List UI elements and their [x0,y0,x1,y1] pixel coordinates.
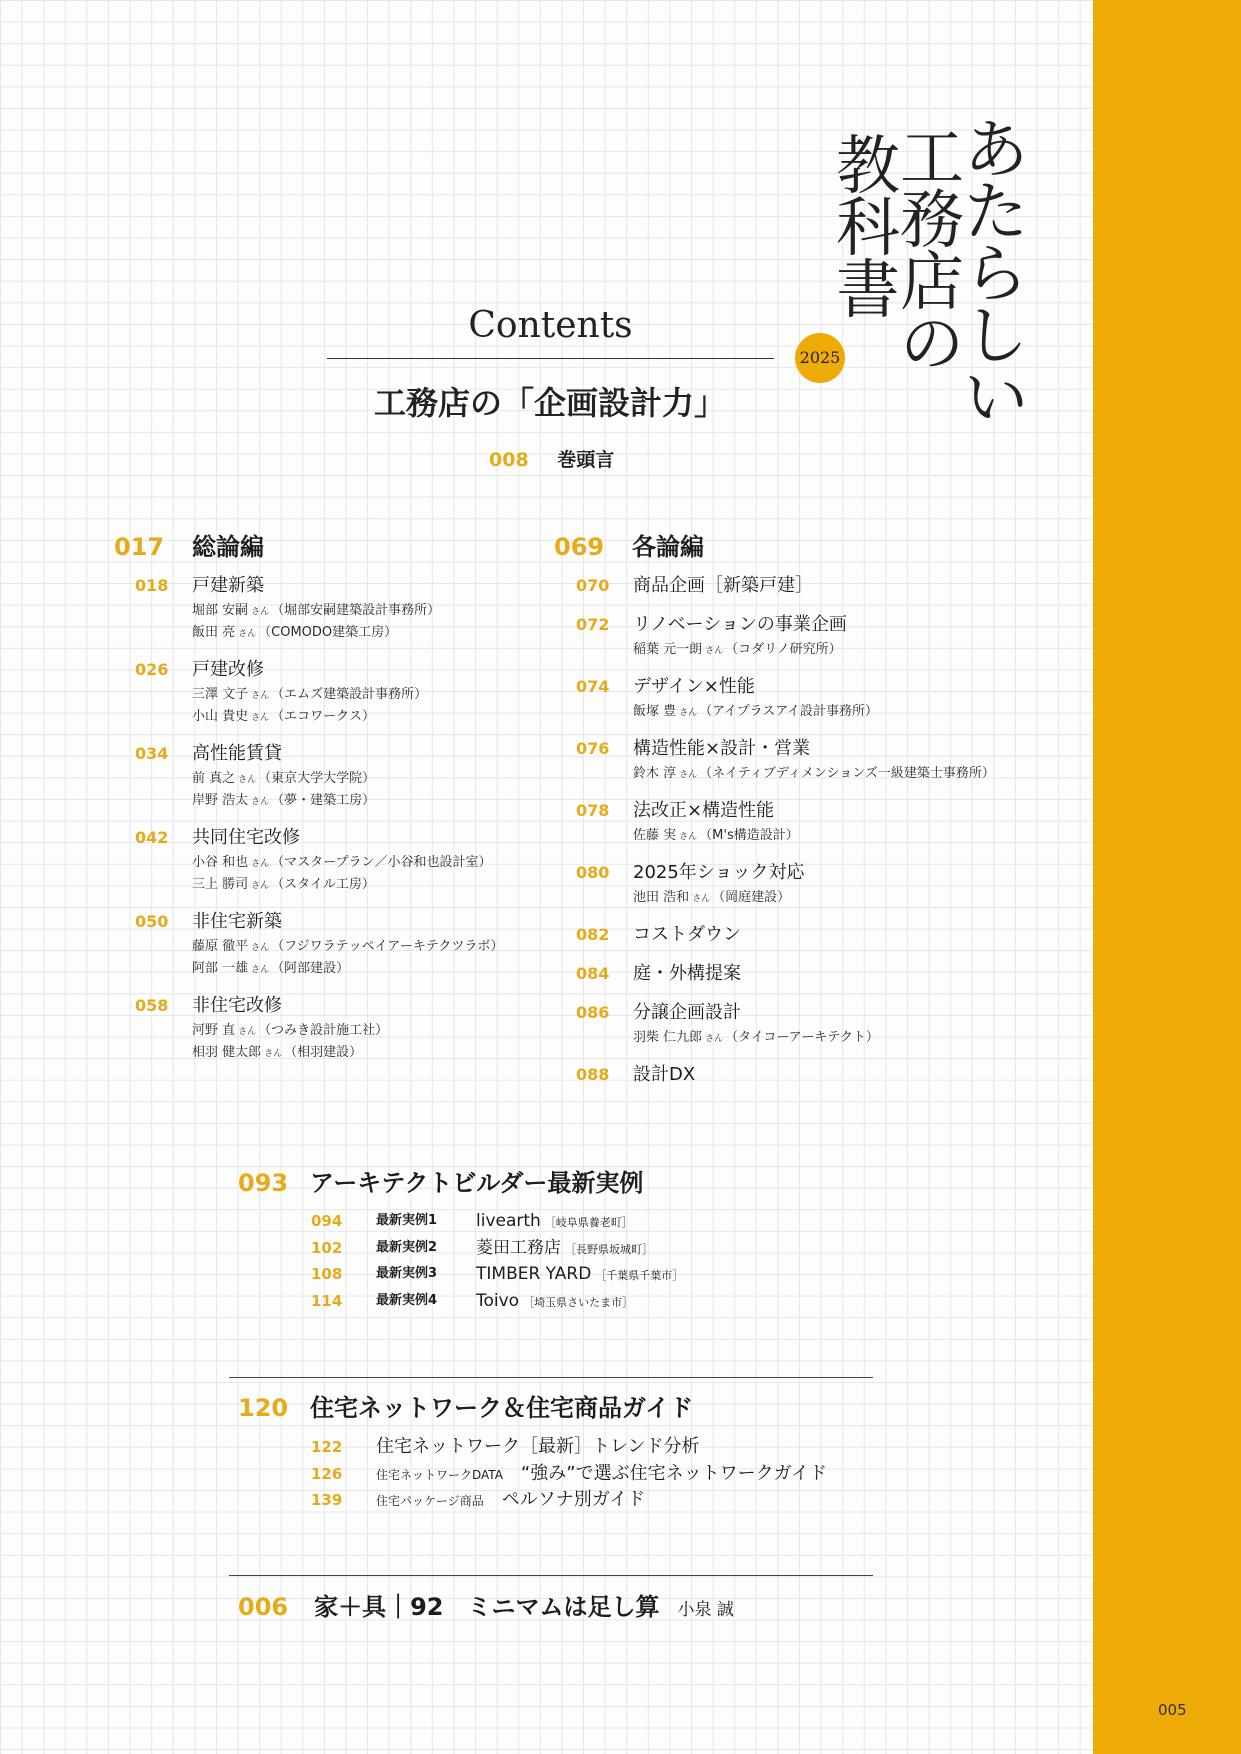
general-entry-person [192,876,375,895]
theme-title: 工務店の「企画設計力」 [373,384,726,422]
specific-entry-person [633,641,842,660]
general-entry-person [192,1022,388,1041]
person-org: （岡庭建設） [712,890,791,905]
general-entry-person [192,792,375,811]
person-org: （相羽建設） [284,1045,363,1060]
person-honorific: さん [705,1034,724,1044]
specific-entry-person [633,827,799,846]
person-name: 三澤 文子 [192,687,249,702]
case-location: ［千葉県千葉市］ [595,1269,684,1282]
network-page: 139 [311,1491,343,1509]
network-text [376,1435,700,1459]
contents-title: Contents [468,305,633,346]
person-org: （M's構造設計） [699,828,799,843]
general-entry-title: 共同住宅改修 [192,827,300,848]
person-name: 飯田 亮 [192,625,236,640]
person-name: 堀部 安嗣 [192,603,249,618]
general-entry-person [192,686,427,705]
network-title: “強み”で選ぶ住宅ネットワークガイド [520,1462,828,1484]
person-honorific: さん [251,881,270,891]
person-honorific: さん [705,646,724,656]
network-page: 122 [311,1438,343,1456]
network-title: ペルソナ別ガイド [501,1489,646,1510]
section-specific-page: 069 [554,533,605,561]
section-architect-title: アーキテクトビルダー最新実例 [310,1169,644,1197]
masthead-column-2: 工務店の [900,122,964,382]
person-name: 稲葉 元一朗 [633,642,703,657]
specific-entry-page: 074 [576,677,610,696]
person-org: （エムズ建築設計事務所） [271,687,428,702]
general-entry-person [192,624,397,643]
general-entry-person [192,960,349,979]
general-entry-person [192,708,375,727]
case-label: 最新実例2 [376,1239,438,1255]
general-entry-page: 026 [135,660,169,679]
network-text [376,1488,645,1513]
case-name: 菱田工務店 ［長野県坂城町］ [476,1237,653,1258]
person-org: （阿部建設） [271,961,350,976]
person-name: 池田 浩和 [633,890,690,905]
case-label: 最新実例1 [376,1213,438,1228]
person-honorific: さん [238,1027,257,1037]
specific-entry-title: 分譲企画設計 [633,1002,741,1023]
person-org: （夢・建築工房） [271,793,376,808]
general-entry-title: 高性能賃貸 [192,743,282,764]
case-page: 094 [311,1212,343,1230]
case-label: 最新実例4 [376,1292,438,1308]
specific-entry-person [633,1029,879,1048]
person-org: （コダリノ研究所） [725,642,842,657]
person-honorific: さん [238,775,257,785]
network-category: 住宅ネットワークDATA [376,1467,503,1482]
specific-entry-title: 法改正×構造性能 [633,800,775,821]
network-top-rule [229,1377,873,1378]
specific-entry-title: 商品企画［新築戸建］ [633,575,813,596]
section-general-page: 017 [114,533,165,561]
preface-page: 008 [489,449,529,471]
general-entry-page: 058 [135,996,169,1015]
specific-entry-person [633,765,995,784]
specific-entry-title: デザイン×性能 [633,676,755,697]
general-entry-person [192,938,503,957]
person-honorific: さん [264,1049,283,1059]
case-location: ［埼玉県さいたま市］ [523,1295,634,1309]
series-title: 家＋具｜92 ミニマムは足し算 [314,1593,660,1621]
general-entry-title: 非住宅新築 [192,911,282,932]
section-general-title: 総論編 [192,533,264,561]
person-name: 前 真之 [192,771,236,786]
general-entry-person [192,602,440,621]
person-honorific: さん [251,797,270,807]
person-name: 藤原 徹平 [192,939,249,954]
preface-entry[interactable] [489,445,614,472]
specific-entry-page: 072 [576,615,610,634]
section-network-title: 住宅ネットワーク＆住宅商品ガイド [310,1394,694,1422]
person-honorific: さん [679,832,698,842]
specific-entry-title: 2025年ショック対応 [633,862,805,883]
masthead-column-1: あたらしい [964,114,1028,436]
specific-entry-title: 構造性能×設計・営業 [633,738,811,759]
series-entry[interactable] [238,1587,734,1622]
year-badge: 2025 [795,333,845,383]
general-entry-page: 042 [135,828,169,847]
page-number: 005 [1158,1701,1187,1719]
person-org: （東京大学大学院） [258,771,376,786]
person-honorific: さん [251,943,270,953]
person-honorific: さん [238,629,257,639]
general-entry-person [192,770,375,789]
person-name: 岸野 浩太 [192,793,249,808]
general-entry-title: 非住宅改修 [192,995,282,1016]
preface-title: 巻頭言 [557,449,615,471]
series-author: 小泉 誠 [677,1600,734,1620]
specific-entry-title: リノベーションの事業企画 [633,614,847,635]
general-entry-page: 034 [135,744,169,763]
series-page: 006 [238,1593,289,1621]
person-honorific: さん [251,965,270,975]
case-page: 114 [311,1291,343,1310]
specific-entry-page: 082 [576,925,610,944]
specific-entry-page: 080 [576,863,610,882]
person-org: （フジワラテッペイアーキテクツラボ） [271,939,504,954]
general-entry-title: 戸建新築 [192,575,264,596]
general-entry-person [192,1044,362,1063]
case-name: Toivo ［埼玉県さいたま市］ [476,1290,634,1311]
person-name: 三上 勝司 [192,877,249,892]
person-name: 佐藤 実 [633,828,677,843]
person-honorific: さん [692,894,711,904]
person-honorific: さん [679,708,698,718]
person-org: （つみき設計施工社） [258,1023,389,1038]
specific-entry-person [633,889,790,908]
case-page: 102 [311,1238,343,1257]
network-text [376,1462,827,1487]
person-name: 羽柴 仁九郎 [633,1030,703,1045]
person-honorific: さん [251,607,270,617]
specific-entry-person [633,703,878,722]
masthead-column-3: 教科書 [836,130,900,328]
specific-entry-page: 088 [576,1065,610,1084]
person-name: 河野 直 [192,1023,236,1038]
person-org: （アイプラスアイ設計事務所） [699,704,879,719]
person-honorific: さん [251,713,270,723]
person-name: 小山 貴史 [192,709,249,724]
section-network-page: 120 [238,1394,289,1422]
person-name: 小谷 和也 [192,855,249,870]
network-category: 住宅パッケージ商品 [376,1494,484,1508]
case-name: TIMBER YARD ［千葉県千葉市］ [476,1264,684,1284]
network-page: 126 [311,1464,343,1483]
side-color-band [1093,0,1241,1754]
person-org: （エコワークス） [271,709,376,724]
case-label: 最新実例3 [376,1266,438,1281]
section-architect[interactable] [238,1163,643,1198]
general-entry-page: 050 [135,912,169,931]
specific-entry-title: 設計DX [633,1064,696,1085]
case-location: ［長野県坂城町］ [565,1242,653,1256]
person-org: （タイコーアーキテクト） [725,1030,879,1045]
specific-entry-page: 070 [576,576,610,595]
section-network[interactable] [238,1388,693,1423]
specific-entry-title: 庭・外構提案 [633,963,741,984]
section-specific-title: 各論編 [632,533,704,561]
person-org: （COMODO建築工房） [258,625,398,640]
general-entry-page: 018 [135,576,169,595]
person-name: 鈴木 淳 [633,766,677,781]
specific-entry-page: 078 [576,801,610,820]
contents-divider [327,358,774,359]
specific-entry-page: 076 [576,739,610,758]
section-general[interactable] [114,527,264,562]
case-location: ［岐阜県養老町］ [544,1216,633,1229]
specific-entry-page: 086 [576,1003,610,1022]
series-top-rule [229,1575,873,1576]
case-name: livearth ［岐阜県養老町］ [476,1211,633,1231]
person-org: （スタイル工房） [271,877,375,892]
network-title: 住宅ネットワーク［最新］トレンド分析 [376,1436,700,1457]
person-honorific: さん [251,859,270,869]
person-name: 飯塚 豊 [633,704,677,719]
case-page: 108 [311,1265,343,1283]
specific-entry-page: 084 [576,964,610,983]
person-honorific: さん [251,691,270,701]
general-entry-title: 戸建改修 [192,659,264,680]
person-honorific: さん [679,770,698,780]
specific-entry-title: コストダウン [633,924,741,945]
person-org: （堀部安嗣建築設計事務所） [271,603,441,618]
person-org: （ネイティブディメンションズ一級建築士事務所） [699,766,995,781]
section-specific[interactable] [554,527,704,562]
person-name: 相羽 健太郎 [192,1045,262,1060]
general-entry-person [192,854,492,873]
section-architect-page: 093 [238,1169,289,1197]
person-name: 阿部 一雄 [192,961,249,976]
person-org: （マスタープラン／小谷和也設計室） [271,855,492,870]
